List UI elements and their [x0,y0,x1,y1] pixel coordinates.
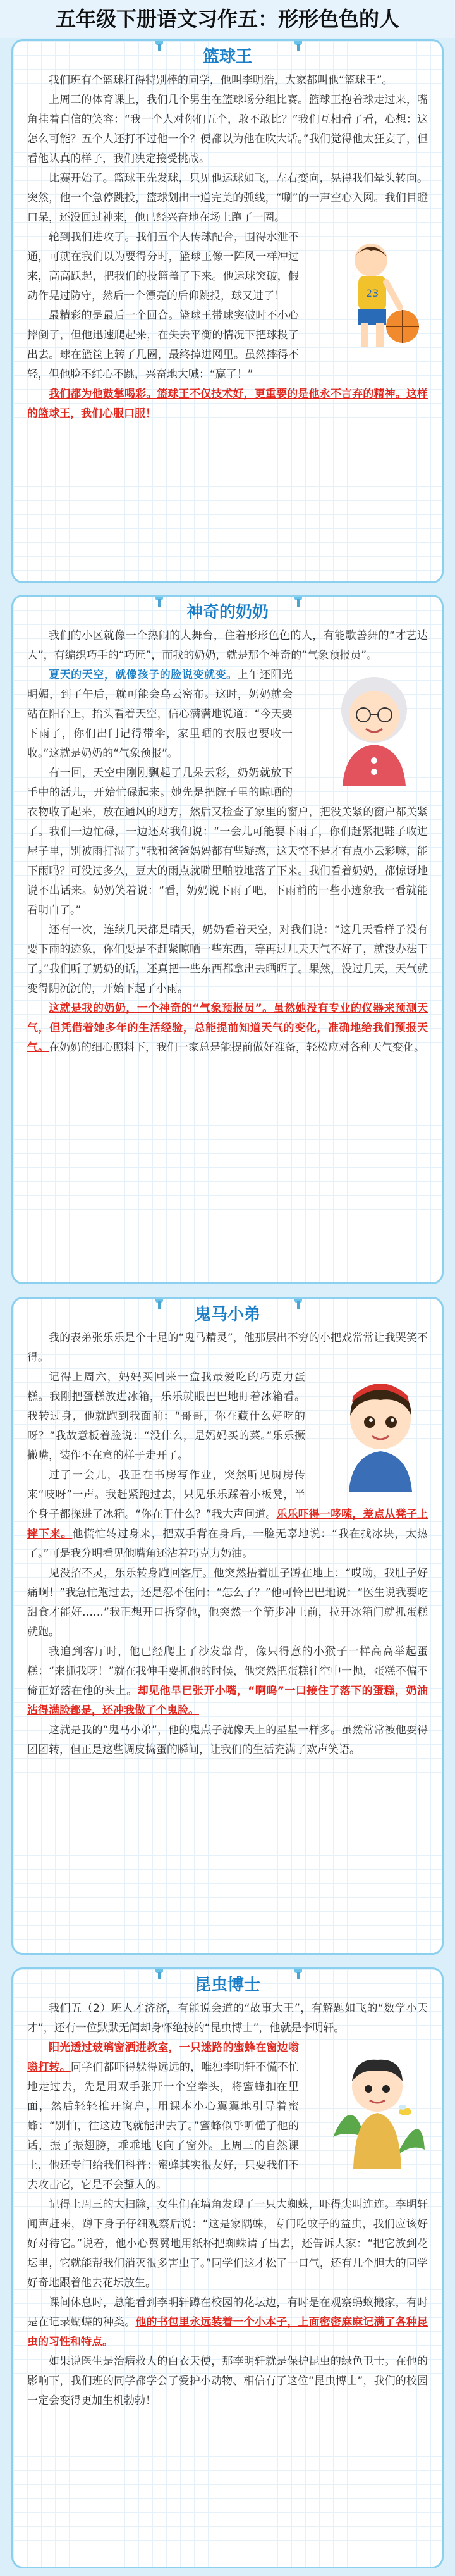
highlighted-text: 这就是我的奶奶，一个神奇的“气象预报员”。虽然她没有专业的仪器来预测天气，但凭借着她多年的生活经验，总能提前知道天气的变化，准确地给我们预报天气。 [27,1002,428,1054]
essay-paragraph [27,1999,428,2038]
pin-icon [152,595,166,607]
essay-paragraph [27,999,428,1058]
essay-paragraph [27,90,428,169]
essay-title: 昆虫博士 [194,1976,260,1995]
illustration [305,232,428,365]
highlighted-text: 却见他早已张开小嘴，“啊呜”一口接住了落下的蛋糕，奶油沾得满脸都是，还冲我做了个鬼脸。 [27,1685,428,1717]
basketball-player-illustration [327,232,428,358]
paragraph-text: 我们班有个篮球打得特别棒的同学，他叫李明浩，大家都叫他“篮球王”。 [49,74,393,87]
pin-icon [152,1967,166,1979]
essay-paragraph [27,2195,428,2293]
highlighted-text: 阳光透过玻璃窗洒进教室，一只迷路的蜜蜂在窗边嗡嗡打转。 [27,2041,299,2074]
paragraph-text: 见没招不灵，乐乐转身跑回客厅。他突然捂着肚子蹲在地上：“哎呦，我肚子好痛啊！”我急忙跑过去，还是忍不住问：“怎么了？”他可怜巴巴地说：“医生说我要吃甜食才能好……”我正想开口拆穿他，他突然一个箭步冲上前，拉开冰箱门就抓蛋糕就跑。 [27,1567,428,1638]
essay-paragraph [27,169,428,228]
essay-paragraph [27,626,428,666]
essay-paragraph [27,2352,428,2411]
essay-card-grandma [11,595,444,1284]
essay-card-little-brother [11,1297,444,1955]
essay-body [13,1999,442,2411]
pin-icon [291,39,305,51]
illustration [305,2042,428,2176]
paragraph-text: 最精彩的是最后一个回合。篮球王带球突破时不小心摔倒了，但他迅速爬起来，在失去平衡的情况下把球投了出去。球在篮筐上转了几圈，最终掉进网里。虽然摔得不轻，但他脸不红心不跳，兴奋地大喊：“赢了！” [27,309,299,381]
essay-paragraph [27,666,428,764]
pin-icon [291,595,305,607]
page-title: 五年级下册语文习作五：形形色色的人 [0,0,455,38]
paragraph-text: 课间休息时，总能看到李明轩蹲在校园的花坛边，有时是在观察蚂蚁搬家，有时是在记录蝴蝶的种类。 [27,2296,428,2329]
paragraph-text: 我的表弟张乐乐是个十足的“鬼马精灵”，他那层出不穷的小把戏常常让我哭笑不得。 [27,1332,428,1364]
essay-body [13,626,442,1058]
essay-paragraph [27,1642,428,1721]
paragraph-text: 记得上周三的大扫除，女生们在墙角发现了一只大蜘蛛，吓得尖叫连连。李明轩闻声赶来，蹲下身子仔细观察后说：“这是家隅蛛，专门吃蚊子的益虫，我们应该好好对待它。”说着，他小心翼翼地用纸杯把蜘蛛请了出去，还告诉大家：“把它放到花坛里，它就能帮我们消灭很多害虫了。”同学们这才松了一口气，还有几个胆大的同学好奇地跟着他去花坛放生。 [27,2198,428,2289]
essay-title: 神奇的奶奶 [186,603,269,622]
paragraph-text: 轮到我们进攻了。我们五个人传球配合，围得水泄不通，可就在我们以为要得分时，篮球王像一阵风一样冲过来，高高跃起，把我们的投篮盖了下来。他运球突破，假动作晃过防守，然后一个漂亮的后仰跳投，球又进了！ [27,231,299,302]
essay-paragraph [27,920,428,999]
essay-paragraph [27,2293,428,2352]
paragraph-text: 过了一会儿，我正在书房写作业，突然听见厨房传来“吱呀”一声。我赶紧跑过去，只见乐乐踩着小板凳，半个身子都探进了冰箱。“你在干什么？”我大声问道。 [27,1469,305,1521]
essay-title: 篮球王 [202,47,252,66]
paragraph-text: 在奶奶的细心照料下，我们一家总是能提前做好准备，轻松应对各种天气变化。 [49,1041,425,1054]
highlighted-text: 夏天的天空，就像孩子的脸说变就变。 [49,669,238,681]
pin-icon [291,1297,305,1309]
pin-icon [291,1967,305,1979]
paragraph-text: 有一回，天空中刚刚飘起了几朵云彩，奶奶就放下手中的活儿，开始忙碌起来。她先是把院子里的晾晒的衣物收了起来，放在通风的地方，然后又检查了家里的窗户，把没关紧的窗户都关紧了。我们一边忙碌，一边还对我们说：“一会儿可能要下雨了，你们赶紧把鞋子收进屋子里，别被雨打湿了。”我和爸爸妈妈都有些疑惑，这天空不是才有点小云彩嘛，能下雨吗？可没过多久，豆大的雨点就噼里啪啦地落了下来。我们看着奶奶，都惊讶地说不出话来。奶奶笑着说：“看，奶奶说下雨了吧，下雨前的一些小迹象我一看就能看明白了。” [27,767,428,917]
essay-paragraph [27,1721,428,1760]
highlighted-text: 他的书包里永远装着一个小本子，上面密密麻麻记满了各种昆虫的习性和特点。 [27,2316,428,2348]
illustration [312,1372,428,1499]
essay-paragraph [27,385,428,424]
essay-body [13,71,442,424]
paragraph-text: 同学们都吓得躲得远远的，唯独李明轩不慌不忙地走过去，先是用双手张开一个空拳头，将蜜蜂扣在里面，然后轻轻推开窗户，用课本小心翼翼地引导着蜜蜂：“别怕，往这边飞就能出去了。”蜜蜂似乎听懂了他的话，振了振翅膀，乖乖地飞向了窗外。上周三的自然课上，他还专门给我们科普：蜜蜂其实很友好，只要我们不去攻击它，它是不会蜇人的。 [27,2061,300,2191]
grandma-illustration [320,666,428,792]
paragraph-text: 我追到客厅时，他已经爬上了沙发靠背，像只得意的小猴子一样高高举起蛋糕：“来抓我呀！”就在我伸手要抓他的时候，他突然把蛋糕往空中一抛，蛋糕不偏不倚正好落在他的头上。 [27,1645,428,1697]
pin-icon [152,1297,166,1309]
essay-paragraph [27,1368,428,1466]
boy-illustration [333,1372,428,1492]
paragraph-text: 上午还阳光明媚，到了午后，就可能会乌云密布。这时，奶奶就会站在阳台上，抬头看着天空，信心满满地说道：“今天要下雨了，你们出门记得带伞，家里晒的衣服也要收一收。”这就是奶奶的“气象预报”。 [27,669,293,760]
essay-card-basketball [11,39,444,583]
paragraph-text: 我们的小区就像一个热闹的大舞台，住着形形色色的人，有能歌善舞的“才艺达人”，有编织巧手的“巧匠”，而我的奶奶，就是那个神奇的“气象预报员”。 [27,629,428,662]
pin-icon [152,39,166,51]
essay-paragraph [27,228,428,306]
paragraph-text: 如果说医生是治病救人的白衣天使，那李明轩就是保护昆虫的绿色卫士。在他的影响下，我们班的同学都学会了爱护小动物、相信有了这位“昆虫博士”，我们的校园一定会变得更加生机勃勃！ [27,2355,428,2407]
essay-paragraph [27,1564,428,1642]
svg-text:23: 23 [365,287,379,299]
paragraph-text: 我们五（2）班人才济济，有能说会道的“故事大王”，有解题如飞的“数学小天才”，还有一位默默无闻却身怀绝技的“昆虫博士”，他就是李明轩。 [27,2002,428,2034]
highlighted-text: 乐乐吓得一哆嗦，差点从凳子上摔下来。 [27,1508,428,1540]
essay-paragraph [27,71,428,90]
insect-boy-illustration [327,2042,428,2169]
paragraph-text: 他慌忙转过身来，把双手背在身后，一脸无辜地说：“我在找冰块，太热了。”可是我分明看见他嘴角还沾着巧克力奶油。 [27,1528,428,1560]
essay-title: 鬼马小弟 [194,1305,260,1324]
essay-body [13,1328,442,1760]
paragraph-text: 上周三的体育课上，我们几个男生在篮球场分组比赛。篮球王抱着球走过来，嘴角挂着自信的笑容：“我一个人对你们五个，敢不敢比？”我们互相看了看，心想：这怎么可能？五个人还打不过他一个？便都以为他在吹大话。”我们觉得他太狂妄了，但看他认真的样子，我们决定接受挑战。 [27,94,428,165]
essay-paragraph [27,2038,428,2195]
essay-card-insect-doctor [11,1967,444,2568]
paragraph-text: 还有一次，连续几天都是晴天，奶奶看着天空，对我们说：“这几天看样子没有要下雨的迹象，你们要是不赶紧晾晒一些东西，等再过几天天气不好了，就没办法干了。”我们听了奶奶的话，还真把一些东西都拿出去晒晒了。果然，没过几天，天气就变得阴沉沉的，开始下起了小雨。 [27,924,428,995]
highlighted-text: 我们都为他鼓掌喝彩。篮球王不仅技术好，更重要的是他永不言弃的精神。这样的篮球王，我们心服口服！ [27,388,428,420]
essay-paragraph [27,1328,428,1368]
paragraph-text: 比赛开始了。篮球王先发球，只见他运球如飞，左右变向，晃得我们晕头转向。突然，他一个急停跳投，篮球划出一道完美的弧线，“唰”的一声空心入网。我们目瞪口呆，还没回过神来，他已经兴奋地在场上跑了一圈。 [27,172,428,224]
paragraph-text: 这就是我的“鬼马小弟”，他的鬼点子就像天上的星星一样多。虽然常常被他耍得团团转，但正是这些调皮捣蛋的瞬间，让我们的生活充满了欢声笑语。 [27,1724,428,1756]
paragraph-text: 记得上周六，妈妈买回来一盒我最爱吃的巧克力蛋糕。我刚把蛋糕放进冰箱，乐乐就眼巴巴地盯着冰箱看。我转过身，他就跑到我面前：“哥哥，你在藏什么好吃的呀？”我故意板着脸说：“没什么，是妈妈买的菜。”乐乐撅撇嘴，装作不在意的样子走开了。 [27,1371,305,1462]
illustration [299,666,428,799]
